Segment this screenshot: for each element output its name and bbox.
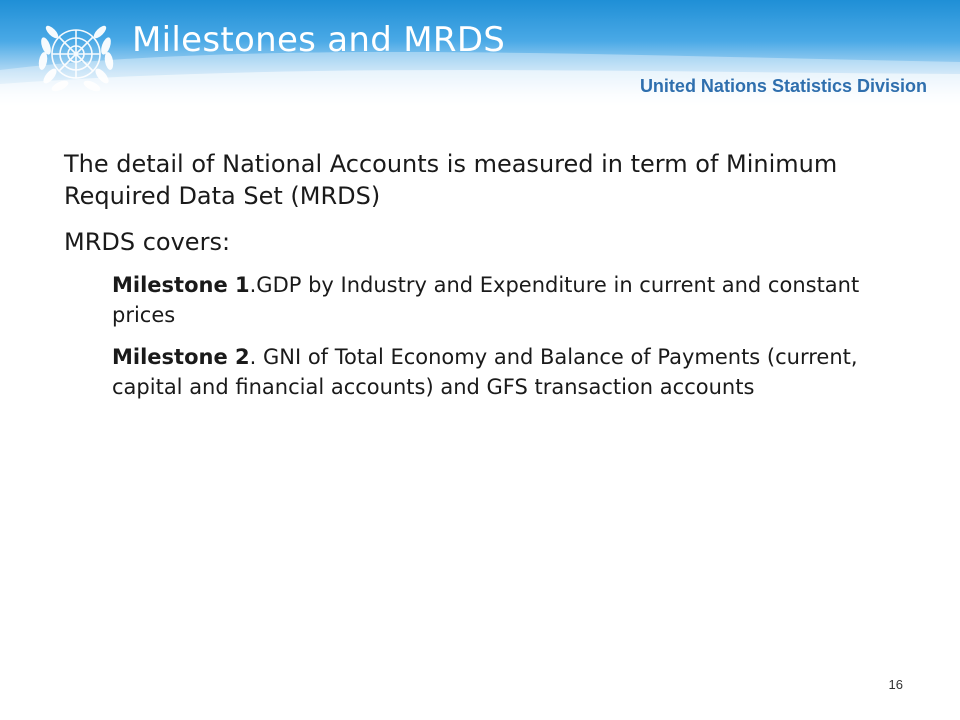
un-emblem-icon [26,6,126,106]
header-banner [0,0,960,108]
page-number: 16 [888,677,903,692]
slide-body [64,148,924,414]
covers-label: MRDS covers: [64,228,231,256]
intro-paragraph: The detail of National Accounts is measured in term of Minimum Required Data Set (MRDS) [64,150,838,210]
organization-name: United Nations Statistics Division [639,76,927,96]
milestone-text: .GDP by Industry and Expenditure in current and constant prices [112,273,860,327]
milestone-label: Milestone 2 [112,345,250,369]
milestone-text: . GNI of Total Economy and Balance of Payments (current, capital and financial accounts) and GFS transaction accounts [112,345,858,399]
slide-title: Milestones and MRDS [132,20,506,60]
milestone-item [112,270,924,330]
milestone-label: Milestone 1 [112,273,250,297]
milestone-item [112,342,924,402]
